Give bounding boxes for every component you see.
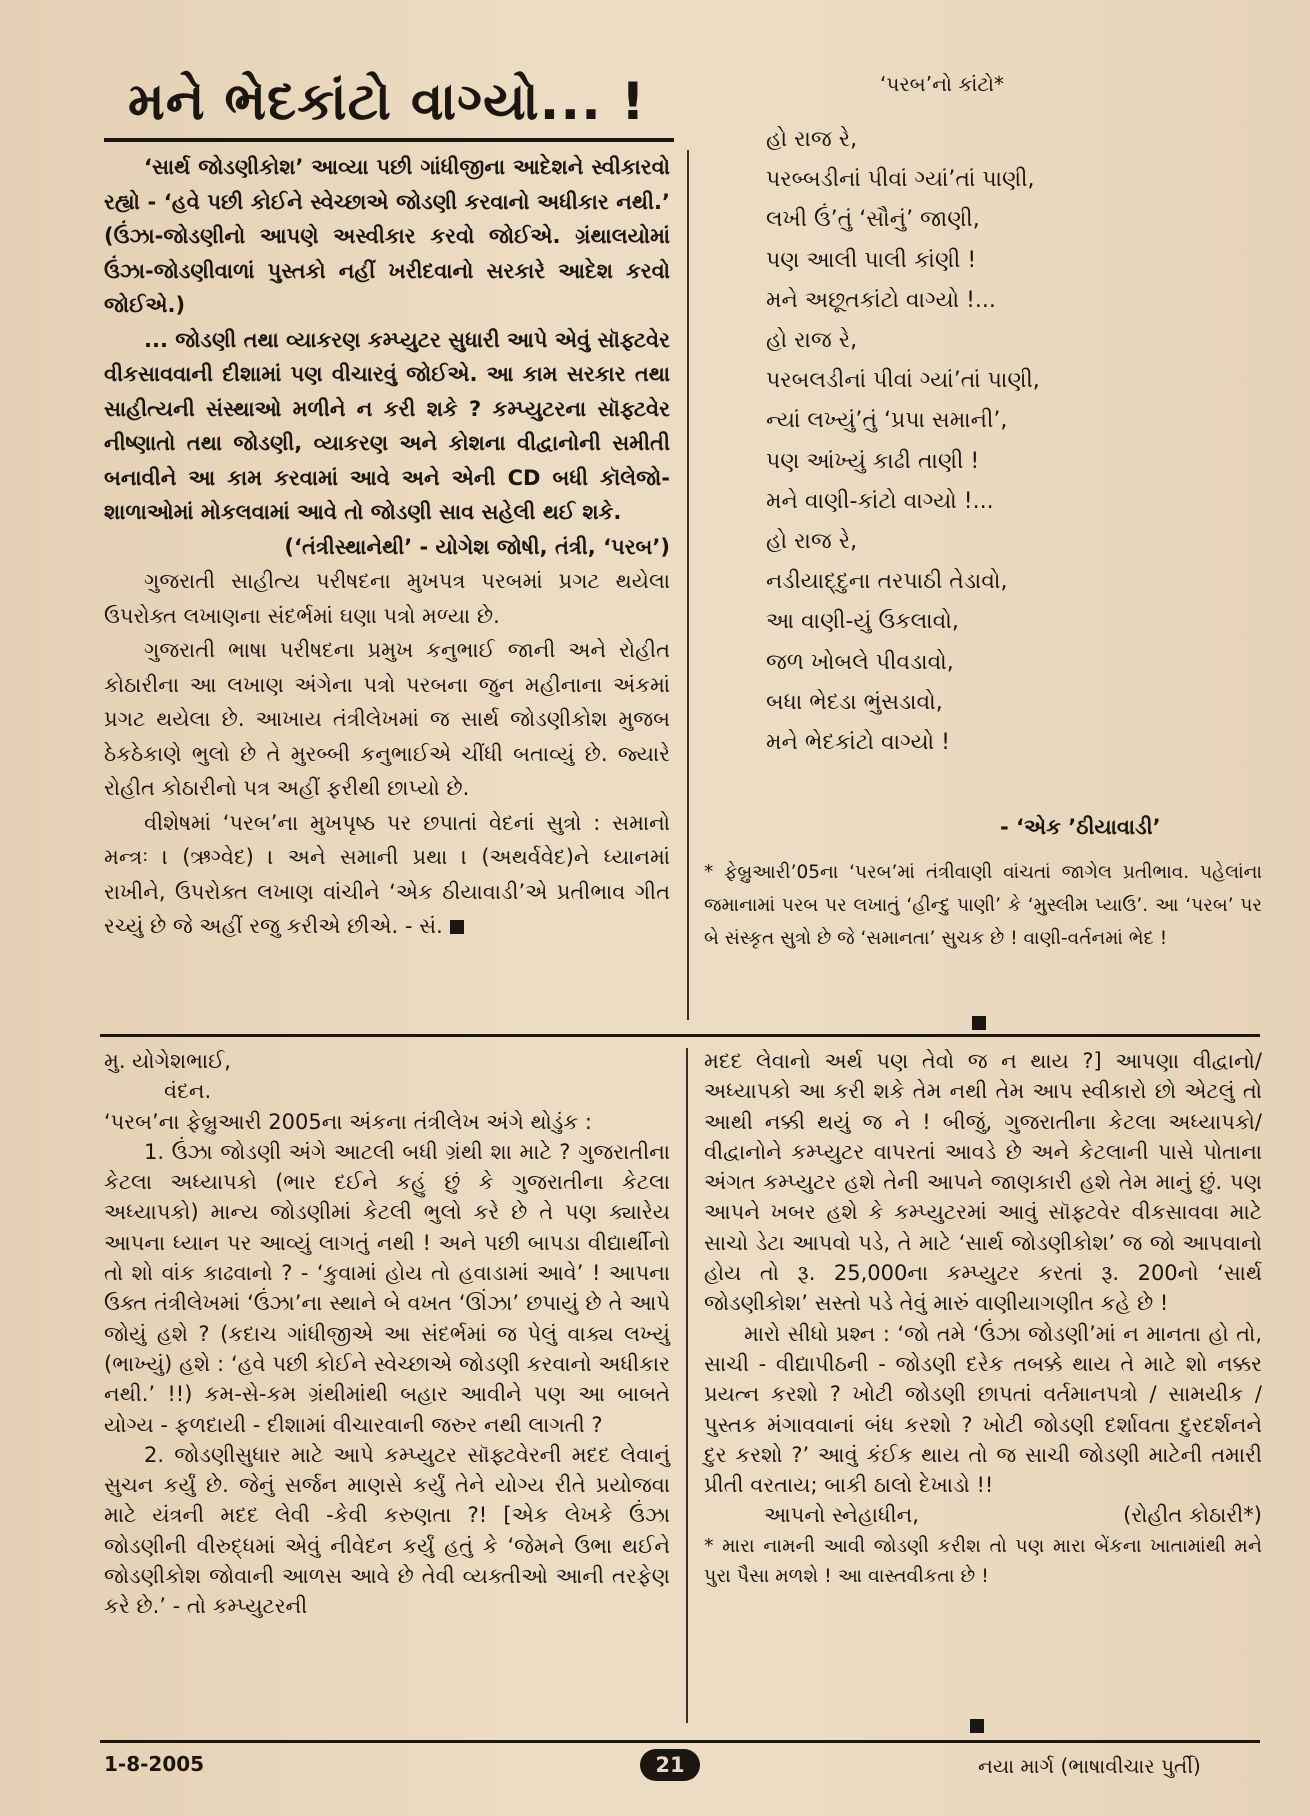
poem-line: પરબ્બડીનાં પીવાં ગ્યાં’તાં પાણી, xyxy=(766,167,1035,193)
article-paragraph-1: ગુજરાતી સાહીત્ય પરીષદના મુખપત્ર પરબમાં પ્રગટ થયેલા ઉપરોક્ત લખાણના સંદર્ભમાં ઘણા પત્રો મળ્યા છે. xyxy=(104,569,670,628)
letter-point-1: 1. ઉંઝા જોડણી અંગે આટલી બધી ગ્રંથી શા માટે ? ગુજરાતીના કેટલા અધ્યાપકો (ભાર દઈને કહું છું કે ગુજરાતીના કેટલા અધ્યાપકો) માન્ય જોડણીમાં કેટલી ભુલો કરે છે તે પણ ક્યારેય આપના ધ્યાન પર આવ્યું લાગતું નથી ! અને પછી બાપડા વીદ્યાર્થીનો તો શો વાંક કાઢવાનો ? - ‘કુવામાં હોય તો હવાડામાં આવે’ ! આપના ઉક્ત તંત્રીલેખમાં ‘ઉંઝા’ના સ્થાને બે વખત ‘ઊંઝા’ છપાયું છે તે આપે જોયું હશે ? (કદાચ ગાંધીજીએ આ સંદર્ભમાં જ પેલું વાક્ય લખ્યું (ભાખ્યું) હશે : ‘હવે પછી કોઈને સ્વેચ્છાએ જોડણી કરવાનો અધીકાર નથી.’ !!) કમ-સે-કમ ગ્રંથીમાંથી બહાર આવીને પણ આ બાબતે યોગ્ય - ફળદાયી - દીશામાં વીચારવાની જરુર નથી લાગતી ? xyxy=(104,1139,670,1437)
letter-question: મારો સીધો પ્રશ્ન : ‘જો તમે ‘ઉંઝા જોડણી’માં ન માનતા હો તો, સાચી - વીદ્યાપીઠની - જોડણી દરેક તબક્કે થાય તે માટે શો નક્કર પ્રયત્ન કરશો ? ખોટી જોડણી છાપતાં વર્તમાનપત્રો / સામયીક / પુસ્તક મંગાવવાનાં બંધ કરશો ? ખોટી જોડણી દર્શાવતા દુરદર્શનને દુર કરશો ?’ આવું કંઈક થાય તો જ સાચી જોડણી માટેની તમારી પ્રીતી વરતાય; બાકી ઠાલો દેખાડો !! xyxy=(704,1321,1262,1498)
poem-line: નડીયાદ્દુના તરપાઠી તેડાવો, xyxy=(766,569,1008,595)
poem-title: ‘પરબ’નો કાંટો* xyxy=(880,72,1005,96)
letter-salutation: મુ. યોગેશભાઈ, xyxy=(104,1049,231,1073)
article-paragraph-2: ગુજરાતી ભાષા પરીષદના પ્રમુખ કનુભાઈ જાની અને રોહીત કોઠારીના આ લખાણ અંગેના પત્રો પરબના જુન મહીનાના અંકમાં પ્રગટ થયેલા છે. આખાય તંત્રીલેખમાં જ સાર્થ જોડણીકોશ મુજબ ઠેકઠેકાણે ભુલો છે તે મુરબ્બી કનુભાઈએ ચીંધી બતાવ્યું છે. જ્યારે રોહીત કોઠારીનો પત્ર અહીં ફરીથી છાપ્યો છે. xyxy=(104,638,670,800)
letter-point-2: 2. જોડણીસુધાર માટે આપે કમ્પ્યુટર સૉફ્ટવેરની મદદ લેવાનું સુચન કર્યું છે. જેનું સર્જન માણસે કર્યું તેને યોગ્ય રીતે પ્રયોજવા માટે યંત્રની મદદ લેવી -કેવી કરુણતા ?! [એક લેખકે ઉંઝા જોડણીની વીરુદ્ધમાં એવું નીવેદન કર્યું હતું કે ‘જેમને ઉભા થઈને જોડણીકોશ જોવાની આળસ આવે છે તેવી વ્યક્તીઓ આની તરફેણ કરે છે.’ - તો કમ્પ્યુટરની xyxy=(104,1442,670,1619)
end-square xyxy=(450,920,464,934)
article-paragraph-3: વીશેષમાં ‘પરબ’ના મુખપૃષ્ઠ પર છપાતાં વેદનાં સુત્રો : સમાનો મન્ત્રઃ । (ઋગ્વેદ) । અને સમાની પ્રથા । (અથર્વવેદ)ને ધ્યાનમાં રાખીને, ઉપરોક્ત લખાણ વાંચીને ‘એક ઠીયાવાડી’એ પ્રતીભાવ ગીત રચ્યું છે જે અહીં રજુ કરીએ છીએ. - સં. xyxy=(104,810,670,938)
poem-signature: - ‘એક ’ઠીયાવાડી’ xyxy=(1000,815,1161,839)
poem-line: આ વાણી-યું ઉકલાવો, xyxy=(766,609,959,635)
poem-line: હો રાજ રે, xyxy=(766,328,858,354)
poem-line: જળ ખોબલે પીવડાવો, xyxy=(766,649,954,675)
letter-footnote: * મારા નામની આવી જોડણી કરીશ તો પણ મારા બેંકના ખાતામાંથી મને પુરા પૈસા મળશે ! આ વાસ્તવીકતા છે ! xyxy=(704,1534,1262,1587)
section-divider xyxy=(100,1034,1260,1037)
article-top-left-column xyxy=(104,150,670,944)
title-underline xyxy=(104,138,674,142)
poem-lines xyxy=(766,120,1246,763)
poem-footnote: * ફેબ્રુઆરી’05ના ‘પરબ’માં તંત્રીવાણી વાંચતાં જાગેલ પ્રતીભાવ. પહેલાંના જમાનામાં પરબ પર લખાતું ‘હીન્દુ પાણી’ કે ‘મુસ્લીમ પ્યાઉ’. આ ‘પરબ’ પર બે સંસ્કૃત સુત્રો છે જે ‘સમાનતા’ સુચક છે ! વાણી-વર્તનમાં ભેદ ! xyxy=(704,862,1262,949)
poem-line: મને ભેદકાંટો વાગ્યો ! xyxy=(766,730,950,756)
column-divider-bottom xyxy=(686,1048,688,1723)
end-square xyxy=(970,1715,984,1734)
poem-line: લખી ઉં’તું ‘સૌનું’ જાણી, xyxy=(766,207,980,233)
intro-quote-2: ... જોડણી તથા વ્યાકરણ કમ્પ્યુટર સુધારી આપે એવું સૉફ્ટવેર વીકસાવવાની દીશામાં પણ વીચારવું જોઈએ. આ કામ સરકાર તથા સાહીત્યની સંસ્થાઓ મળીને ન કરી શકે ? કમ્પ્યુટરના સૉફ્ટવેર નીષ્ણાતો તથા જોડણી, વ્યાકરણ અને કોશના વીદ્વાનોની સમીતી બનાવીને આ કામ કરવામાં આવે અને એની CD બધી કૉલેજો-શાળાઓમાં મોકલવામાં આવે તો જોડણી સાવ સહેલી થઈ શકે. xyxy=(104,327,670,524)
letter-closing: આપનો સ્નેહાધીન, xyxy=(764,1503,919,1528)
letter-opening: ‘પરબ’ના ફેબ્રુઆરી 2005ના અંકના તંત્રીલેખ અંગે થોડુંક : xyxy=(104,1109,592,1134)
poem-line: હો રાજ રે, xyxy=(766,127,858,152)
letter-left-column xyxy=(104,1046,670,1622)
footer-rule xyxy=(100,1740,1260,1743)
poem-line: પણ આલી પાલી કાંણી ! xyxy=(766,247,977,273)
poem-line: હો રાજ રે, xyxy=(766,529,858,555)
letter-continuation: મદદ લેવાનો અર્થ પણ તેવો જ ન થાય ?] આપણા વીદ્વાનો/અધ્યાપકો આ કરી શકે તેમ નથી તેમ આપ સ્વીકારો છો એટલું તો આથી નક્કી થયું જ ને ! બીજું, ગુજરાતીના કેટલા અધ્યાપકો/વીદ્વાનોને કમ્પ્યુટર વાપરતાં આવડે છે અને કેટલાની પાસે પોતાના અંગત કમ્પ્યુટર હશે તેની આપને જાણકારી હશે તેમ માનું છું. પણ આપને ખબર હશે કે કમ્પ્યુટરમાં આવું સૉફ્ટવેર વીકસાવવા માટે સાચો ડેટા આપવો પડે, તે માટે ‘સાર્થ જોડણીકોશ’ જ જો આપવાનો હોય તો રૂ. 25,000ના કમ્પ્યુટર કરતાં રૂ. 200નો ‘સાર્થ જોડણીકોશ’ સસ્તો પડે તેવું મારું વાણીયાગણીત કહે છે ! xyxy=(704,1049,1262,1316)
intro-quote-1: ‘સાર્થ જોડણીકોશ’ આવ્યા પછી ગાંધીજીના આદેશને સ્વીકારવો રહ્યો - ‘હવે પછી કોઈને સ્વેચ્છાએ જોડણી કરવાનો અધીકાર નથી.’ (ઉંઝા-જોડણીનો આપણે અસ્વીકાર કરવો જોઈએ. ગ્રંથાલયોમાં ઉંઝા-જોડણીવાળાં પુસ્તકો નહીં ખરીદવાનો સરકારે આદેશ કરવો જોઈએ.) xyxy=(104,155,670,317)
page-number: 21 xyxy=(640,1749,700,1781)
source-attribution: (‘તંત્રીસ્થાનેથી’ - યોગેશ જોષી, તંત્રી, ‘પરબ’) xyxy=(284,534,670,559)
footer-date: 1-8-2005 xyxy=(104,1752,205,1776)
letter-greeting: વંદન. xyxy=(164,1079,212,1104)
letter-right-column xyxy=(704,1046,1262,1591)
letter-closing-line xyxy=(704,1500,1262,1530)
letter-author: (રોહીત કોઠારી*) xyxy=(1123,1503,1262,1528)
poem-line: બધા ભેદડા ભુંસડાવો, xyxy=(766,689,943,715)
poem-line: ન્યાં લખ્યું’તું ‘પ્રપા સમાની’, xyxy=(766,408,1008,434)
poem-line: મને અછૂતકાંટો વાગ્યો !... xyxy=(766,287,996,313)
poem-line: મને વાણી-કાંટો વાગ્યો !... xyxy=(766,488,994,514)
publication-name: નયા માર્ગ (ભાષાવીચાર પુર્તી) xyxy=(978,1754,1201,1778)
column-divider-top xyxy=(687,150,689,1020)
article-title: મને ભેદકાંટો વાગ્યો... ! xyxy=(128,72,646,132)
poem-line: પણ આંખ્યું કાઢી તાણી ! xyxy=(766,448,980,474)
end-square xyxy=(972,1012,986,1031)
poem-line: પરબલડીનાં પીવાં ગ્યાં’તાં પાણી, xyxy=(766,368,1040,394)
